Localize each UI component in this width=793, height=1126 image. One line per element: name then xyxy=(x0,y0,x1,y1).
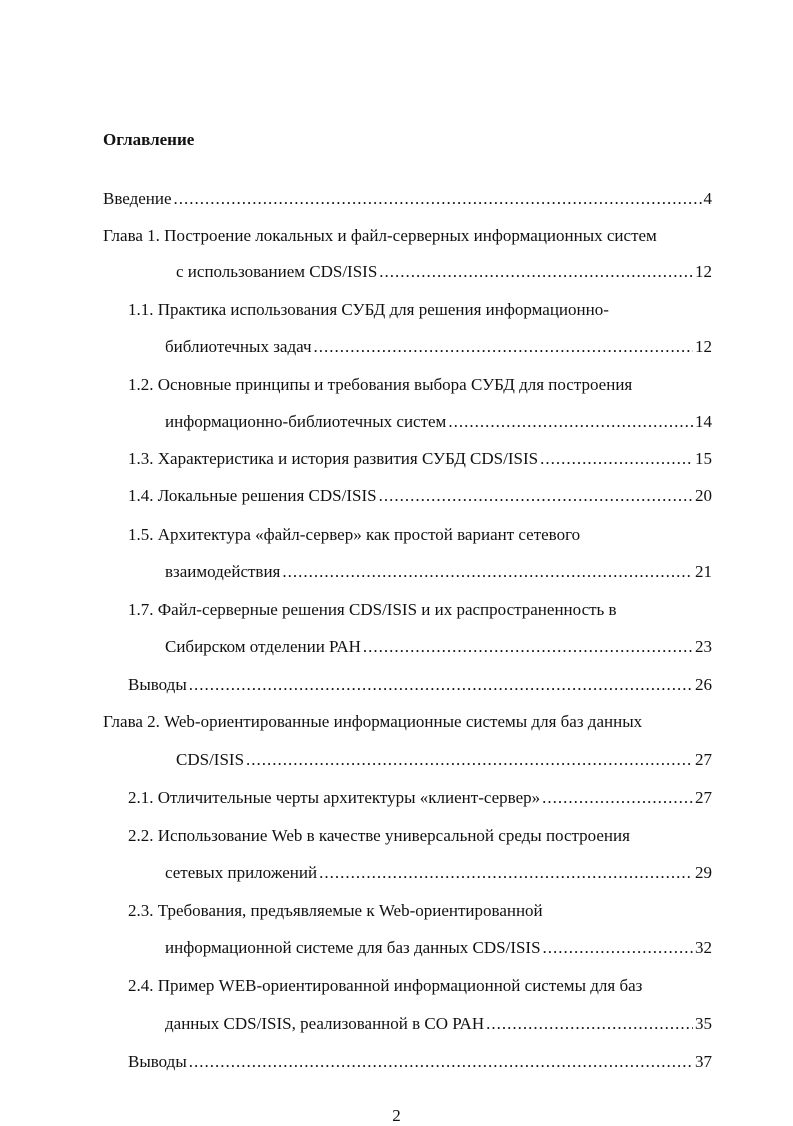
dot-leader xyxy=(540,447,693,471)
toc-entry-page: 21 xyxy=(695,562,712,581)
toc-section-2-4[interactable] xyxy=(165,1012,712,1036)
toc-entry-page: 29 xyxy=(695,863,712,882)
toc-chapter-2-heading[interactable]: Глава 2. Web-ориентированные информационные системы для баз данных xyxy=(103,712,643,731)
toc-entry-text: данных CDS/ISIS, реализованной в СО РАН xyxy=(165,1014,485,1033)
toc-entry-text: информационной системе для баз данных CDS/ISIS xyxy=(165,938,541,957)
dot-leader xyxy=(543,936,693,960)
toc-section-1-7-heading[interactable]: 1.7. Файл-серверные решения CDS/ISIS и их распространенность в xyxy=(128,600,617,619)
toc-title: Оглавление xyxy=(103,130,195,149)
dot-leader xyxy=(174,187,702,211)
toc-entry-page: 26 xyxy=(695,675,712,694)
toc-entry-text: Сибирском отделении РАН xyxy=(165,637,361,656)
toc-section-1-4[interactable] xyxy=(128,484,712,508)
toc-entry-page: 27 xyxy=(695,750,712,769)
toc-section-1-5-heading[interactable]: 1.5. Архитектура «файл-сервер» как простой вариант сетевого xyxy=(128,525,581,544)
dot-leader xyxy=(189,1050,693,1074)
page-number: 2 xyxy=(392,1106,401,1125)
toc-entry-introduction[interactable] xyxy=(103,187,712,211)
toc-entry-page: 12 xyxy=(695,262,712,281)
toc-entry-text: 1.4. Локальные решения CDS/ISIS xyxy=(128,486,377,505)
toc-entry-page: 23 xyxy=(695,637,712,656)
dot-leader xyxy=(319,861,693,885)
toc-entry-text: Выводы xyxy=(128,1052,187,1071)
toc-entry-text: Выводы xyxy=(128,675,187,694)
toc-section-1-1-heading[interactable]: 1.1. Практика использования СУБД для решения информационно- xyxy=(128,300,609,319)
toc-section-1-2-heading[interactable]: 1.2. Основные принципы и требования выбора СУБД для построения xyxy=(128,375,633,394)
dot-leader xyxy=(379,484,693,508)
dot-leader xyxy=(379,260,693,284)
toc-entry-text: 1.3. Характеристика и история развития СУБД CDS/ISIS xyxy=(128,449,539,468)
dot-leader xyxy=(542,786,693,810)
dot-leader xyxy=(246,748,693,772)
toc-section-1-1[interactable] xyxy=(165,335,712,359)
toc-entry-page: 15 xyxy=(695,449,712,468)
toc-entry-page: 32 xyxy=(695,938,712,957)
dot-leader xyxy=(314,335,693,359)
toc-section-2-4-heading[interactable]: 2.4. Пример WEB-ориентированной информационной системы для баз xyxy=(128,976,643,995)
toc-section-1-2[interactable] xyxy=(165,410,712,434)
dot-leader xyxy=(363,635,693,659)
toc-section-2-3-heading[interactable]: 2.3. Требования, предъявляемые к Web-ориентированной xyxy=(128,901,543,920)
toc-entry-text: с использованием CDS/ISIS xyxy=(176,262,378,281)
toc-entry-page: 12 xyxy=(695,337,712,356)
toc-entry-text: информационно-библиотечных систем xyxy=(165,412,447,431)
toc-entry-page: 27 xyxy=(695,788,712,807)
toc-entry-text: 2.1. Отличительные черты архитектуры «клиент-сервер» xyxy=(128,788,541,807)
toc-entry-text: сетевых приложений xyxy=(165,863,318,882)
toc-entry-page: 35 xyxy=(695,1014,712,1033)
toc-chapter-1-heading[interactable]: Глава 1. Построение локальных и файл-серверных информационных систем xyxy=(103,226,657,245)
toc-entry-page: 37 xyxy=(695,1052,712,1071)
toc-entry-page: 4 xyxy=(703,189,712,208)
toc-conclusions-2[interactable] xyxy=(128,1050,712,1074)
dot-leader xyxy=(486,1012,693,1036)
toc-entry-page: 14 xyxy=(695,412,712,431)
toc-section-2-2-heading[interactable]: 2.2. Использование Web в качестве универсальной среды построения xyxy=(128,826,630,845)
toc-entry-page: 20 xyxy=(695,486,712,505)
toc-section-2-3[interactable] xyxy=(165,936,712,960)
toc-conclusions-1[interactable] xyxy=(128,673,712,697)
toc-entry-text: CDS/ISIS xyxy=(176,750,245,769)
toc-section-2-1[interactable] xyxy=(128,786,712,810)
toc-entry-text: Введение xyxy=(103,189,172,208)
toc-section-1-5[interactable] xyxy=(165,560,712,584)
toc-section-2-2[interactable] xyxy=(165,861,712,885)
toc-entry-text: взаимодействия xyxy=(165,562,281,581)
toc-section-1-7[interactable] xyxy=(165,635,712,659)
toc-chapter-1[interactable] xyxy=(176,260,712,284)
dot-leader xyxy=(282,560,693,584)
toc-chapter-2[interactable] xyxy=(176,748,712,772)
toc-section-1-3[interactable] xyxy=(128,447,712,471)
dot-leader xyxy=(448,410,693,434)
toc-entry-text: библиотечных задач xyxy=(165,337,312,356)
dot-leader xyxy=(189,673,693,697)
